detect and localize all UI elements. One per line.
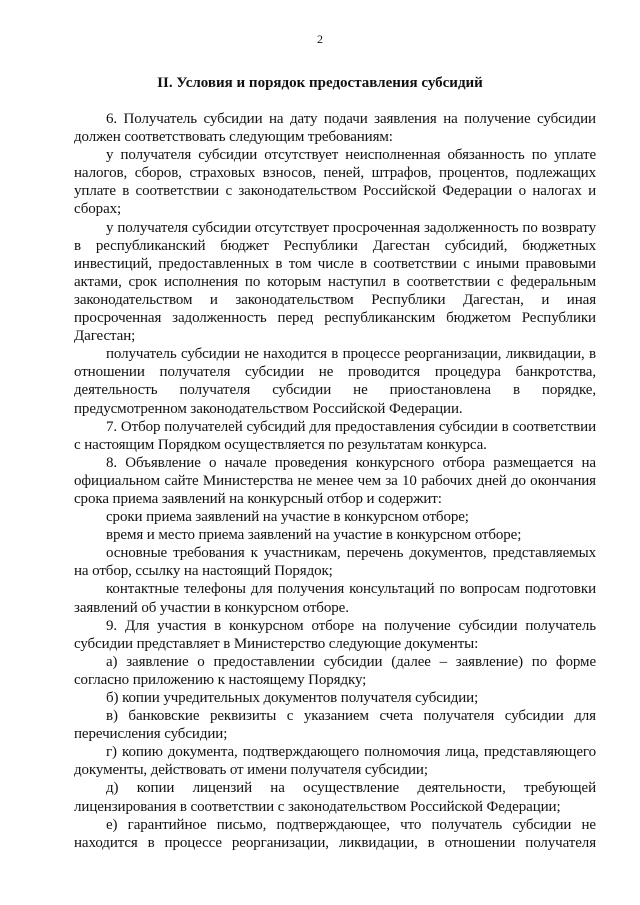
- paragraph-8-item-terms: сроки приема заявлений на участие в конкурсном отборе;: [106, 509, 469, 526]
- paragraph-6-req-debt: у получателя субсидии отсутствует просроченная задолженность по возврату в республиканский бюджет Республики Дагестан субсидий, бюджетных инвестиций, предоставленных в том числе в соответствии с иными правовыми актами, срок исполнения по которым наступил в соответствии с федеральным законодательством и законодательством Республики Дагестан, и иная просроченная задолженность перед республиканским бюджетом Республики Дагестан;: [74, 219, 596, 345]
- paragraph-9-item-f: е) гарантийное письмо, подтверждающее, что получатель субсидии не находится в процессе реорганизации, ликвидации, в отношении получателя: [74, 816, 596, 851]
- paragraph-9-item-e: д) копии лицензий на осуществление деятельности, требующей лицензирования в соответствии с законодательством Российской Федерации;: [74, 780, 596, 815]
- paragraph-9-item-c: в) банковские реквизиты с указанием счета получателя субсидии для перечисления субсидии;: [74, 708, 596, 743]
- paragraph-9-item-a: а) заявление о предоставлении субсидии (далее – заявление) по форме согласно приложению к настоящему Порядку;: [74, 653, 596, 688]
- paragraph-9-item-d: г) копию документа, подтверждающего полномочия лица, представляющего документы, действовать от имени получателя субсидии;: [74, 744, 596, 779]
- page-number: 2: [317, 32, 323, 46]
- paragraph-8-item-requirements: основные требования к участникам, перечень документов, представляемых на отбор, ссылку на настоящий Порядок;: [74, 545, 596, 580]
- paragraph-6-req-reorganization: получатель субсидии не находится в процессе реорганизации, ликвидации, в отношении получателя субсидии не проводится процедура банкротства, деятельность получателя субсидии не приостановлена в порядке, предусмотренном законодательством Российской Федерации.: [74, 346, 596, 417]
- paragraph-8: 8. Объявление о начале проведения конкурсного отбора размещается на официальном сайте Министерства не менее чем за 10 рабочих дней до окончания срока приема заявлений на конкурсный отбор и содержит:: [74, 454, 596, 507]
- paragraph-6-req-taxes: у получателя субсидии отсутствует неисполненная обязанность по уплате налогов, сборов, страховых взносов, пеней, штрафов, процентов, подлежащих уплате в соответствии с законодательством Российской Федерации о налогах и сборах;: [74, 147, 596, 218]
- section-title: II. Условия и порядок предоставления субсидий: [157, 75, 483, 91]
- paragraph-6: 6. Получатель субсидии на дату подачи заявления на получение субсидии должен соответствовать следующим требованиям:: [74, 111, 596, 146]
- paragraph-7: 7. Отбор получателей субсидий для предоставления субсидии в соответствии с настоящим Порядком осуществляется по результатам конкурса.: [74, 418, 596, 453]
- paragraph-9-item-b: б) копии учредительных документов получателя субсидии;: [106, 690, 479, 706]
- paragraph-8-item-time-place: время и место приема заявлений на участие в конкурсном отборе;: [106, 527, 522, 544]
- paragraph-9: 9. Для участия в конкурсном отборе на получение субсидии получатель субсидии представляет в Министерство следующие документы:: [74, 617, 596, 652]
- paragraph-8-item-contacts: контактные телефоны для получения консультаций по вопросам подготовки заявлений об участии в конкурсном отборе.: [74, 581, 596, 616]
- document-body: [74, 110, 596, 852]
